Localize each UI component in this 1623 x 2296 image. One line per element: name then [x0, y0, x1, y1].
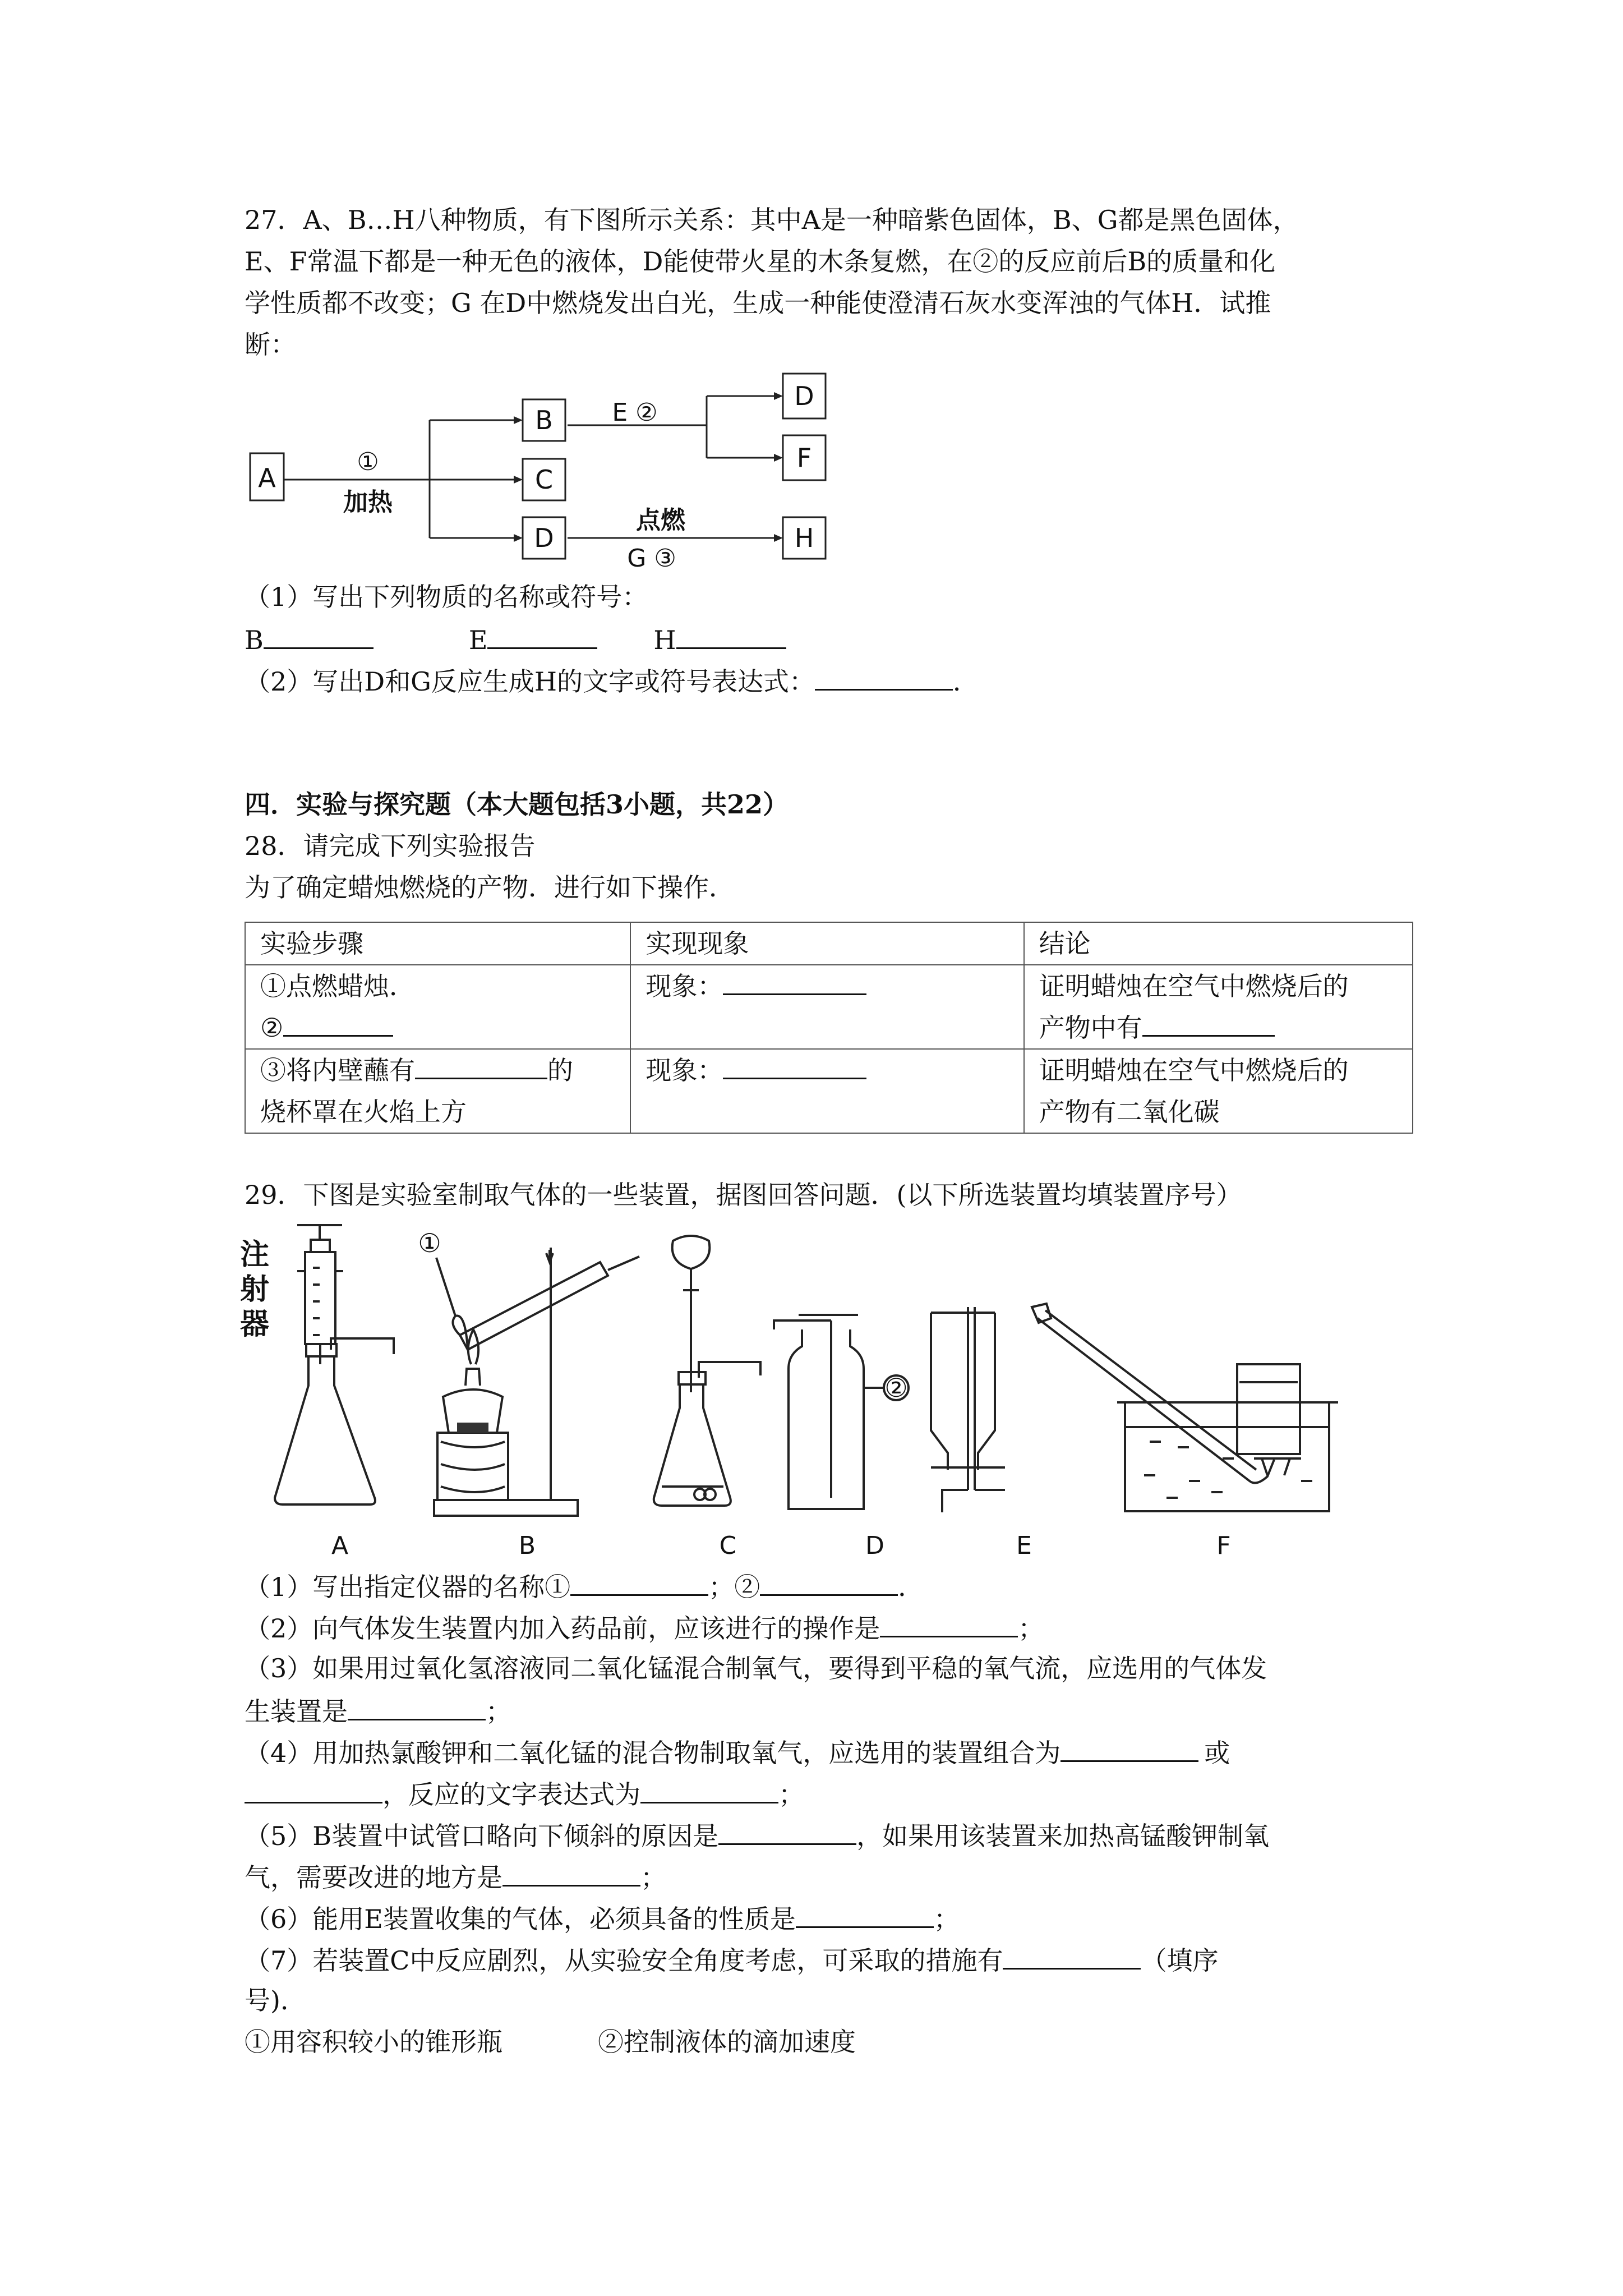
q29-s2 [245, 1610, 1044, 1645]
table-header-row [245, 922, 1413, 965]
apparatus-label-B: B [518, 1531, 536, 1560]
callout-1: ① [418, 1228, 441, 1258]
answer-blank-property[interactable] [796, 1901, 934, 1928]
answer-blank-product[interactable] [1142, 1009, 1275, 1037]
q27-sub1-blanks [245, 622, 786, 657]
box-C-label: C [534, 464, 554, 495]
q27-stem-line1: 27．A、B…H八种物质，有下图所示关系：其中A是一种暗紫色固体，B、G都是黑色固体， [245, 205, 1299, 235]
box-D-label: D [534, 523, 554, 553]
answer-blank-combo1[interactable] [1061, 1734, 1198, 1762]
answer-blank-coating[interactable] [415, 1052, 547, 1079]
option-2: ②控制液体的滴加速度 [598, 2027, 856, 2057]
row2-concl-b: 产物有二氧化碳 [1039, 1097, 1220, 1127]
row1-concl-b: 产物中有 [1039, 1013, 1142, 1043]
answer-blank-phen1[interactable] [723, 968, 866, 995]
row2-concl-a: 证明蜡烛在空气中燃烧后的 [1039, 1055, 1349, 1085]
answer-blank-instrument2[interactable] [760, 1568, 898, 1596]
q29-s5-text2: 气，需要改进的地方是 [245, 1862, 502, 1893]
q27-sub2-text: （2）写出D和G反应生成H的文字或符号表达式： [245, 666, 815, 697]
q29-s6-text: （6）能用E装置收集的气体，必须具备的性质是 [245, 1904, 796, 1934]
answer-blank-improvement[interactable] [502, 1859, 640, 1887]
q29-s4-text: （4）用加热氯酸钾和二氧化锰的混合物制取氧气，应选用的装置组合为 [245, 1738, 1061, 1768]
box-A-label: A [258, 463, 276, 493]
q29-s7-line1 [245, 1942, 1218, 1977]
answer-blank-measure[interactable] [1003, 1942, 1141, 1970]
box-D2-label: D [794, 381, 814, 411]
q29-s4-end: ； [778, 1779, 804, 1810]
q29-s3-end: ； [486, 1696, 511, 1727]
q29-s2-text: （2）向气体发生装置内加入药品前，应该进行的操作是 [245, 1613, 880, 1644]
q27-sub2-end: ． [953, 666, 979, 697]
q29-options [245, 2025, 856, 2059]
q29-s1 [245, 1568, 924, 1604]
answer-blank-B[interactable] [264, 622, 374, 649]
q29-s4-or: 或 [1204, 1738, 1230, 1768]
row1-conclusion [1024, 965, 1413, 1049]
row1-step-b: ② [260, 1013, 284, 1043]
table-row [245, 965, 1413, 1049]
answer-blank-H[interactable] [676, 622, 786, 649]
q29-s3-text: 生装置是 [245, 1696, 348, 1727]
q29-s2-end: ； [1018, 1613, 1044, 1644]
q29-title: 29．下图是实验室制取气体的一些装置，据图回答问题．(以下所选装置均填装置序号） [245, 1180, 1242, 1210]
answer-blank-combo2[interactable] [245, 1776, 382, 1803]
box-F-label: F [796, 443, 812, 473]
q27-reaction-diagram [236, 370, 909, 572]
apparatus-label-F: F [1216, 1531, 1231, 1560]
q29-s3-line1: （3）如果用过氧化氢溶液同二氧化锰混合制氧气，要得到平稳的氧气流，应选用的气体发 [245, 1653, 1267, 1683]
answer-blank-generator[interactable] [348, 1693, 486, 1720]
step2-label: E ② [612, 398, 658, 427]
option-1: ①用容积较小的锥形瓶 [245, 2027, 502, 2057]
row1-step-a: ①点燃蜡烛． [260, 971, 415, 1001]
q29-s7-text: （7）若装置C中反应剧烈，从实验安全角度考虑，可采取的措施有 [245, 1945, 1003, 1976]
row1-step-b-line [260, 1007, 615, 1048]
q29-s6-end: ； [933, 1904, 960, 1934]
q27-stem-line2: E、F常温下都是一种无色的液体，D能使带火星的木条复燃，在②的反应前后B的质量和化 [245, 246, 1276, 277]
syringe-label-2: 射 [239, 1273, 270, 1306]
q29-s7-paren: （填序 [1141, 1945, 1219, 1976]
q29-s1-end: ． [898, 1572, 924, 1602]
q29-s4-line2 [245, 1776, 804, 1811]
answer-blank-phen2[interactable] [723, 1052, 866, 1079]
row1-concl-a: 证明蜡烛在空气中燃烧后的 [1039, 971, 1349, 1001]
q29-s7-line2: 号)． [245, 1985, 306, 2016]
row2-step-b: 烧杯罩在火焰上方 [260, 1097, 467, 1127]
q29-s4-mid: ，反应的文字表达式为 [382, 1779, 640, 1810]
step1-condition: 加热 [343, 488, 393, 517]
row2-conclusion [1024, 1049, 1413, 1133]
header-phenomena: 实现现象 [630, 922, 1023, 965]
row2-phenomenon [630, 1049, 1023, 1133]
row2-step-a: ③将内壁蘸有 [260, 1055, 415, 1085]
q29-s5-mid: ，如果用该装置来加热高锰酸钾制氧 [856, 1821, 1270, 1851]
step3-label: G ③ [627, 544, 676, 572]
row1-phen-label: 现象： [645, 971, 723, 1001]
step3-condition: 点燃 [636, 506, 685, 535]
row1-step [245, 965, 630, 1049]
apparatus-label-D: D [865, 1531, 884, 1560]
q29-s6 [245, 1901, 960, 1936]
box-B-label: B [535, 405, 553, 435]
q29-s1-text: （1）写出指定仪器的名称① [245, 1572, 571, 1602]
q29-s4-line1 [245, 1734, 1230, 1770]
answer-blank-E[interactable] [487, 622, 597, 649]
section4-title: 四．实验与探究题（本大题包括3小题，共22） [245, 789, 789, 820]
q27-stem-line3: 学性质都不改变；G 在D中燃烧发出白光，生成一种能使澄清石灰水变浑浊的气体H．试推 [245, 288, 1271, 318]
answer-blank-instrument1[interactable] [570, 1568, 708, 1596]
row2-step-a-line [260, 1050, 615, 1091]
apparatus-label-A: A [331, 1531, 349, 1560]
q29-s1-mid: ；② [708, 1572, 760, 1602]
row1-phenomenon [630, 965, 1023, 1049]
q29-s5-end: ； [640, 1862, 666, 1893]
blank-label-E: E [468, 625, 488, 655]
blank-label-H: H [653, 625, 676, 655]
table-row [245, 1049, 1413, 1133]
syringe-label-3: 器 [239, 1308, 270, 1341]
syringe-label-1: 注 [239, 1238, 270, 1272]
step1-number: ① [357, 448, 379, 476]
row2-step [245, 1049, 630, 1133]
row2-step-a-end: 的 [547, 1055, 573, 1085]
answer-blank-step2[interactable] [283, 1009, 393, 1037]
row1-concl-b-line [1039, 1007, 1398, 1048]
blank-label-B: B [245, 625, 264, 655]
header-conclusion: 结论 [1024, 922, 1413, 965]
apparatus-label-E: E [1016, 1531, 1032, 1560]
callout-2: ② [884, 1373, 908, 1403]
q29-s3-line2 [245, 1693, 511, 1728]
box-H-label: H [794, 523, 814, 553]
row2-phen-label: 现象： [645, 1055, 723, 1085]
header-steps: 实验步骤 [245, 922, 630, 965]
answer-blank-operation[interactable] [880, 1610, 1018, 1637]
apparatus-label-C: C [719, 1531, 737, 1560]
experiment-report-table [245, 922, 1413, 1134]
q27-sub1: （1）写出下列物质的名称或符号： [245, 582, 648, 612]
q29-s5-line2 [245, 1859, 666, 1894]
q28-intro: 为了确定蜡烛燃烧的产物．进行如下操作． [245, 872, 735, 903]
answer-blank-expression[interactable] [815, 663, 953, 691]
q27-sub2 [245, 663, 979, 698]
answer-blank-equation[interactable] [640, 1776, 778, 1803]
lab-apparatus-figure [236, 1217, 1413, 1565]
q29-s5-line1 [245, 1818, 1269, 1853]
q29-s5-text: （5）B装置中试管口略向下倾斜的原因是 [245, 1821, 719, 1851]
q27-stem-line4: 断： [245, 329, 296, 360]
q28-title: 28．请完成下列实验报告 [245, 831, 536, 861]
answer-blank-reason[interactable] [718, 1818, 856, 1845]
